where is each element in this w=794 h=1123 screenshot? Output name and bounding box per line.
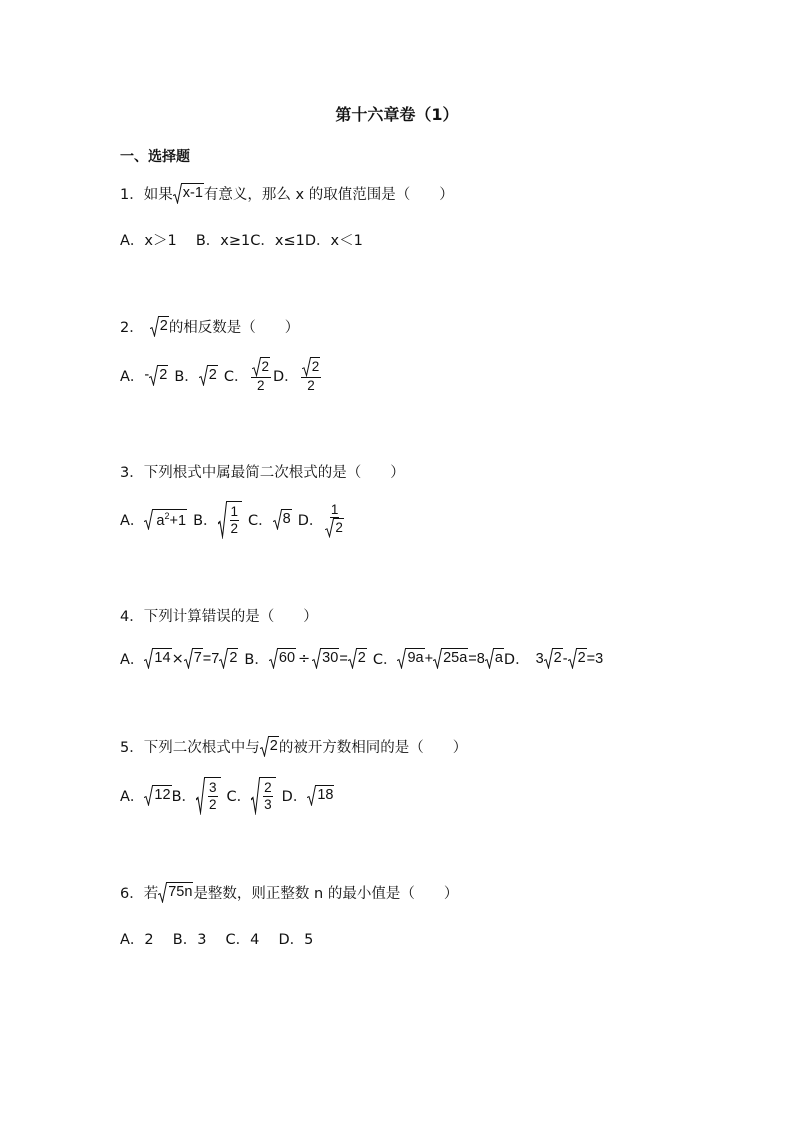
stem-text: 若 [143,886,159,902]
option-d-label: D． [297,513,324,530]
radicand: 30 [321,648,339,669]
option-b-label: B． [244,652,269,668]
radical [144,648,171,669]
radicand: 2 [208,365,218,386]
radical [269,648,296,669]
radicand: 2 [228,648,238,669]
radical [433,648,468,669]
numerator: 1 [330,501,339,517]
option-b-label: B． [193,513,218,530]
stem-text: 下列计算错误的是（ ） [143,609,318,625]
operator: × [171,650,184,667]
question-number: 1． [120,187,144,203]
stem-text: 是整数，则正整数 n 的最小值是（ ） [193,886,459,902]
coefficient: 3 [535,650,544,667]
question-number: 2． [120,320,144,336]
question-number: 4． [120,609,144,625]
option-c-label: C． [248,513,273,530]
radical [260,736,279,757]
radicand-tail: +1 [169,513,187,530]
radical [199,365,218,386]
question-2-stem [120,316,299,337]
option-a-label: A． [120,652,145,668]
option-c-label: C． [372,652,398,668]
option-a-label: A． [120,368,145,385]
question-3-stem [120,461,405,482]
question-number: 5． [120,740,144,756]
options-text: A．x＞1 B．x≥1C．x≤1D．x＜1 [120,233,363,249]
radicand: 75n [167,882,193,903]
denominator: 2 [209,796,217,812]
question-1-stem [120,183,454,204]
radicand: 2 [334,518,344,538]
question-4-stem [120,605,318,626]
exponent: 2 [164,511,170,522]
radical [158,882,193,903]
minus-sign: - [144,367,150,384]
radicand: 2 [357,648,367,669]
stem-text: 下列根式中属最简二次根式的是（ ） [143,465,405,481]
denominator: 2 [307,377,315,393]
radicand: 2 [261,357,271,377]
option-c-label: C． [223,368,249,385]
radicand: 2 [553,648,563,669]
radicand: 2 [269,736,279,757]
question-number: 3． [120,465,144,481]
radical [173,183,204,204]
stem-text: 的相反数是（ ） [168,320,300,336]
radical [196,777,221,815]
radical [307,785,334,806]
option-b-label: B． [171,789,197,806]
radical [544,648,563,669]
radical [219,648,238,669]
fraction [301,357,322,393]
radical [149,365,168,386]
radicand: 25a [442,648,468,669]
radicand: 7 [193,648,203,669]
radical [144,785,171,806]
radical [397,648,424,669]
radical [144,509,187,530]
stem-text: 的被开方数相同的是（ ） [278,740,468,756]
question-5-options [120,777,334,815]
radical [184,648,203,669]
radicand: 9a [406,648,424,669]
radicand: 14 [153,648,171,669]
question-5-stem [120,736,467,757]
question-6-options [120,928,313,949]
radicand: 18 [316,785,334,806]
radicand: 60 [278,648,296,669]
denominator: 2 [230,520,239,536]
page-title: 第十六章卷（1） [335,105,459,124]
operator: ÷ [298,650,311,667]
stem-text: 有意义，那么 x 的取值范围是（ ） [203,187,454,203]
numerator: 2 [264,780,272,795]
radical [150,316,169,337]
option-a-label: A． [120,513,145,530]
numerator: 3 [209,780,217,795]
equals: =8 [468,650,485,667]
stem-text: 如果 [143,187,173,203]
stem-text: 下列二次根式中与 [143,740,260,756]
radicand: 12 [153,785,171,806]
radical [348,648,367,669]
question-2-options [120,357,323,393]
radical [568,648,587,669]
equals: = [339,650,348,667]
radical [312,648,339,669]
radicand: 2 [577,648,587,669]
radicand: 2 [158,365,168,386]
radicand: 8 [282,509,292,530]
option-d-label: D． [503,652,530,668]
equals: =3 [586,650,604,667]
question-number: 6． [120,886,144,902]
question-1-options [120,229,363,250]
fraction [251,357,272,393]
radicand: 2 [159,316,169,337]
base: a [156,513,165,530]
fraction [325,502,344,538]
radicand: a [494,648,504,669]
option-c-label: C． [226,789,252,806]
operator: + [424,650,434,667]
question-6-stem [120,882,458,903]
option-a-label: A． [120,789,145,806]
option-d-label: D． [281,789,308,806]
numerator: 1 [230,504,239,519]
option-d-label: D． [273,368,299,385]
radical [251,777,276,815]
question-3-options [120,501,346,539]
denominator: 2 [257,377,265,393]
radicand: 2 [311,357,321,377]
section-heading: 一、选择题 [120,149,190,165]
operator: - [562,650,568,667]
radical [485,648,504,669]
radical [273,509,292,530]
radicand: x-1 [182,183,204,204]
equals: =7 [202,650,220,667]
question-4-options [120,648,603,669]
denominator: 3 [264,796,272,812]
radical [218,501,243,539]
option-b-label: B． [174,368,199,385]
options-text: A．2 B．3 C．4 D．5 [120,932,314,948]
